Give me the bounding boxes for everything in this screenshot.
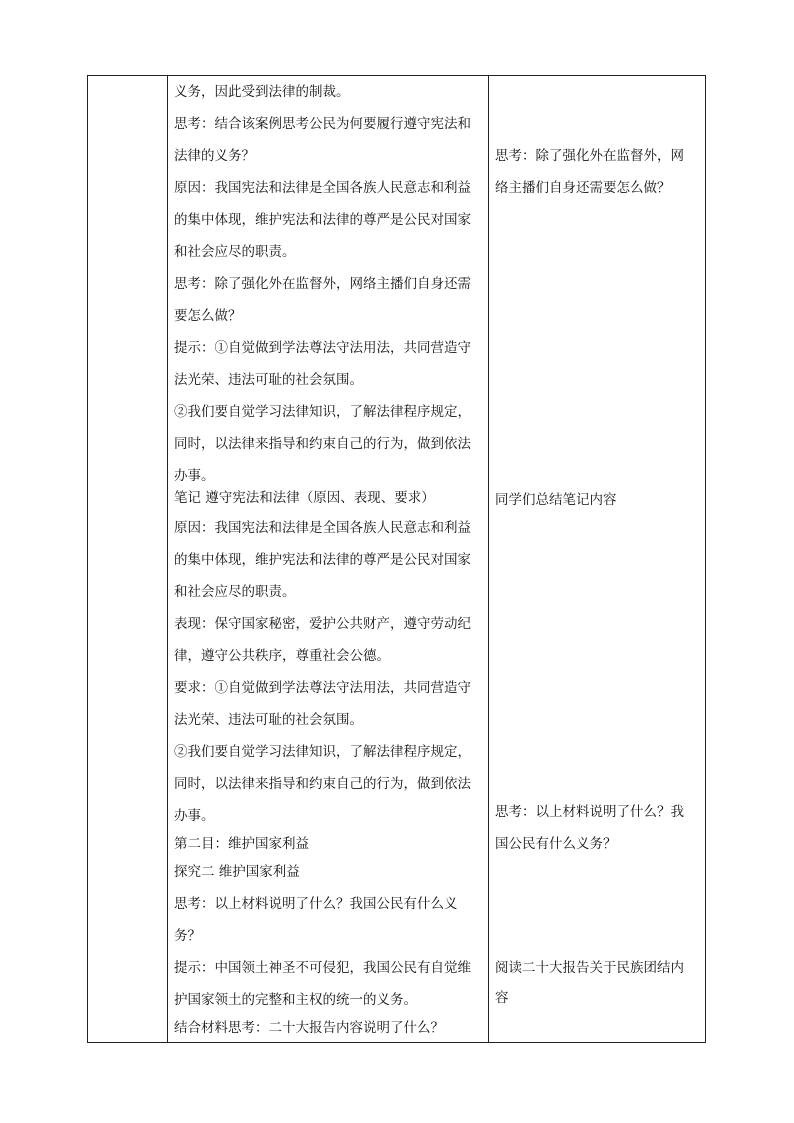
text-line: 护国家领土的完整和主权的统一的义务。: [174, 992, 417, 1008]
text-line: 要怎么做？: [174, 308, 242, 324]
text-line: 原因：我国宪法和法律是全国各族人民意志和利益: [174, 520, 471, 536]
section-heading: 探究二 维护国家利益: [174, 864, 300, 880]
text-line: 思考：以上材料说明了什么？我国公民有什么义: [174, 896, 458, 912]
text-line: 阅读二十大报告关于民族团结内: [495, 960, 684, 976]
text-line: 的集中体现，维护宪法和法律的尊严是公民对国家: [174, 212, 471, 228]
text-line: ②我们要自觉学习法律知识，了解法律程序规定，: [174, 744, 471, 760]
text-line: 容: [495, 990, 509, 1006]
notes-heading: 笔记 遵守宪法和法律（原因、表现、要求）: [174, 490, 435, 506]
text-line: 思考：结合该案例思考公民为何要履行遵守宪法和: [174, 116, 471, 132]
text-line: 律，遵守公共秩序，尊重社会公德。: [174, 648, 390, 664]
text-line: 法光荣、违法可耻的社会氛围。: [174, 372, 363, 388]
text-line: 和社会应尽的职责。: [174, 244, 296, 260]
text-line: 提示：①自觉做到学法尊法守法用法，共同营造守: [174, 340, 471, 356]
text-line: ②我们要自觉学习法律知识，了解法律程序规定，: [174, 404, 471, 420]
teacher-activity-column: [168, 76, 488, 1042]
text-line: 法律的义务？: [174, 148, 255, 164]
text-line: 同学们总结笔记内容: [495, 492, 617, 508]
text-line: 思考：以上材料说明了什么？我: [495, 804, 684, 820]
text-line: 同时，以法律来指导和约束自己的行为，做到依法: [174, 776, 471, 792]
text-line: 原因：我国宪法和法律是全国各族人民意志和利益: [174, 180, 471, 196]
text-line: 办事。: [174, 808, 215, 824]
text-line: 办事。: [174, 468, 215, 484]
text-line: 义务，因此受到法律的制裁。: [174, 84, 350, 100]
left-column-cell: [88, 76, 167, 1042]
text-line: 的集中体现，维护宪法和法律的尊严是公民对国家: [174, 552, 471, 568]
text-line: 国公民有什么义务？: [495, 836, 617, 852]
text-line: 络主播们自身还需要怎么做？: [495, 180, 671, 196]
section-heading: 第二目：维护国家利益: [174, 836, 309, 852]
text-line: 法光荣、违法可耻的社会氛围。: [174, 712, 363, 728]
text-line: 结合材料思考：二十大报告内容说明了什么？: [174, 1020, 444, 1036]
text-line: 思考：除了强化外在监督外，网络主播们自身还需: [174, 276, 471, 292]
lesson-table: [87, 75, 706, 1043]
text-line: 提示：中国领土神圣不可侵犯，我国公民有自觉维: [174, 960, 471, 976]
text-line: 表现：保守国家秘密，爱护公共财产，遵守劳动纪: [174, 616, 471, 632]
text-line: 思考：除了强化外在监督外，网: [495, 148, 684, 164]
text-line: 务？: [174, 928, 201, 944]
text-line: 同时，以法律来指导和约束自己的行为，做到依法: [174, 436, 471, 452]
text-line: 和社会应尽的职责。: [174, 584, 296, 600]
student-activity-column: [489, 76, 707, 1042]
text-line: 要求：①自觉做到学法尊法守法用法，共同营造守: [174, 680, 471, 696]
